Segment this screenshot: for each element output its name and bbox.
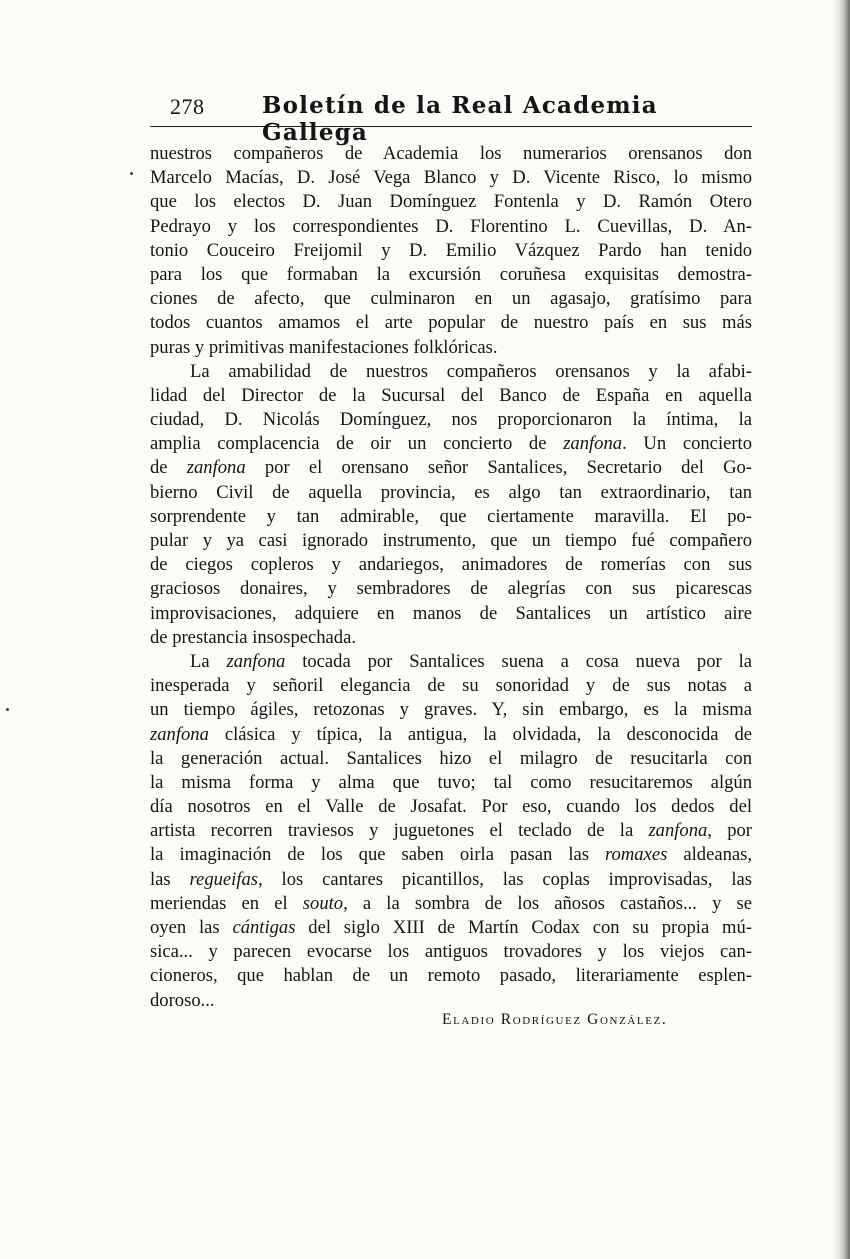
text-line: la generación actual. Santalices hizo el milagro de resucitarla con [150,747,752,769]
text-line: de ciegos copleros y andariegos, animadores de romerías con sus [150,554,752,576]
text-line: un tiempo ágiles, retozonas y graves. Y, sin embargo, es la misma [150,699,752,721]
text-line: para los que formaban la excursión coruñesa exquisitas demostra- [150,263,752,285]
text-line: amplia complacencia de oir un concierto de zanfona. Un concierto [150,433,753,455]
text-line: día nosotros en el Valle de Josafat. Por eso, cuando los dedos del [150,796,752,818]
text-line: improvisaciones, adquiere en manos de Santalices un artístico aire [150,602,752,624]
text-line: puras y primitivas manifestaciones folklóricas. [150,336,498,358]
text-line: ciudad, D. Nicolás Domínguez, nos proporcionaron la íntima, la [150,409,752,431]
text-line: todos cuantos amamos el arte popular de nuestro país en sus más [150,312,752,334]
print-speck [6,708,9,711]
text-line: Marcelo Macías, D. José Vega Blanco y D. Vicente Risco, lo mismo [150,167,752,189]
paragraph [150,142,752,360]
text-line: oyen las cántigas del siglo XIII de Martín Codax con su propia mú- [150,917,752,938]
text-line: inesperada y señoril elegancia de su sonoridad y de sus notas a [150,675,752,697]
page-number: 278 [170,94,205,119]
text-line: artista recorren traviesos y juguetones el teclado de la zanfona, por [150,820,752,842]
text-line: doroso... [150,989,215,1011]
text-line: lidad del Director de la Sucursal del Banco de España en aquella [150,384,752,406]
text-line: que los electos D. Juan Domínguez Fontenla y D. Ramón Otero [150,191,752,213]
text-line: Pedrayo y los correspondientes D. Florentino L. Cuevillas, D. An- [150,215,752,237]
running-header [150,92,752,146]
text-line: tonio Couceiro Freijomil y D. Emilio Vázquez Pardo han tenido [150,239,752,261]
paragraph [150,650,752,1013]
text-line: sorprendente y tan admirable, que ciertamente maravilla. El po- [150,505,752,527]
text-line: sica... y parecen evocarse los antiguos trovadores y los viejos can- [150,941,752,963]
running-title: Boletín de la Real Academia Gallega [262,92,658,146]
paragraph [150,360,752,650]
text-line: La zanfona tocada por Santalices suena a cosa nueva por la [190,650,752,672]
text-line: pular y ya casi ignorado instrumento, que un tiempo fué compañero [150,530,752,551]
text-line: meriendas en el souto, a la sombra de los añosos castaños... y se [150,892,752,914]
text-line: cioneros, que hablan de un remoto pasado, literariamente esplen- [150,965,752,987]
text-line: de prestancia insospechada. [150,626,356,648]
text-line: de zanfona por el orensano señor Santalices, Secretario del Go- [150,457,752,479]
page-edge-shadow [832,0,850,1259]
text-line: La amabilidad de nuestros compañeros orensanos y la afabi- [190,360,752,382]
author-signature: Eladio Rodríguez González. [442,1011,668,1028]
text-line: graciosos donaires, y sembradores de alegrías con sus picarescas [150,578,752,600]
text-line: las regueifas, los cantares picantillos, las coplas improvisadas, las [150,868,752,890]
text-line: zanfona clásica y típica, la antigua, la olvidada, la desconocida de [150,723,752,745]
text-line: nuestros compañeros de Academia los numerarios orensanos don [150,143,752,164]
text-line: la misma forma y alma que tuvo; tal como resucitaremos algún [150,771,752,793]
print-speck [130,172,133,175]
text-line: la imaginación de los que saben oirla pasan las romaxes aldeanas, [150,844,753,866]
text-line: bierno Civil de aquella provincia, es algo tan extraordinario, tan [150,481,752,503]
article-body [150,142,752,1013]
text-line: ciones de afecto, que culminaron en un agasajo, gratísimo para [150,288,752,310]
